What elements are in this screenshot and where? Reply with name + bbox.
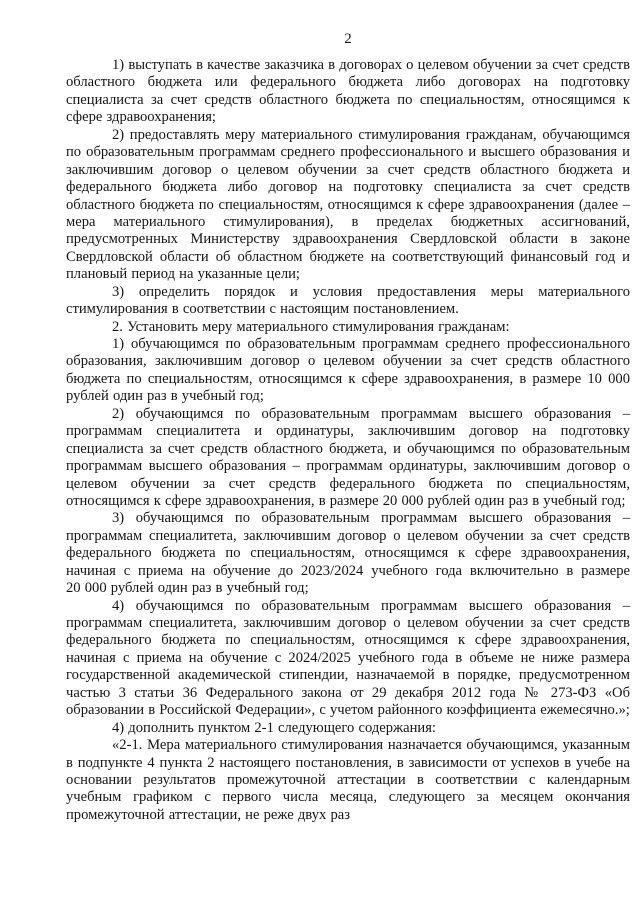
paragraph-point-2-1: «2-1. Мера материального стимулирования назначается обучающимся, указанным в подпункте 4 пункта 2 настоящего постановления, в зависимости от успехов в учебе на основании результатов промежуточной аттестации в соответствии с календарным учебным графиком с первого числа месяца, следующего за месяцем окончания промежуточной аттестации, не реже двух раз [66,737,630,823]
paragraph-item-1: 1) выступать в качестве заказчика в договорах о целевом обучении за счет средств областного бюджета или федерального бюджета либо договорах на подготовку специалиста за счет средств областного бюджета по специальностям, относящимся к сфере здравоохранения; [66,57,630,126]
paragraph-subitem-2: 2) обучающимся по образовательным программам высшего образования – программам специалитета и ординатуры, заключившим договор на подготовку специалиста за счет средств областного бюджета, и обучающимся по образовательным программам высшего образования – программам ординатуры, заключившим договор о целевом обучении за счет средств федерального бюджета по специальностям, относящимся к сфере здравоохранения, в размере 20 000 рублей один раз в учебный год; [66,405,630,509]
paragraph-point-2: 2. Установить меру материального стимулирования гражданам: [112,318,510,335]
paragraph-amendment: 4) дополнить пунктом 2-1 следующего содержания: [112,719,436,736]
paragraph-subitem-3: 3) обучающимся по образовательным программам высшего образования – программам специалитета, заключившим договор о целевом обучении за счет средств федерального бюджета по специальностям, относящимся к сфере здравоохранения, начиная с приема на обучение до 2023/2024 учебного года включительно в размере 20 000 рублей один раз в учебный год; [66,510,630,597]
page-number: 2 [344,31,352,47]
document-body [66,57,630,824]
paragraph-subitem-1: 1) обучающимся по образовательным программам среднего профессионального образования, заключившим договор о целевом обучении за счет средств областного бюджета по специальностям, относящимся к сфере здравоохранения, в размере 10 000 рублей один раз в учебный год; [66,336,630,405]
paragraph-item-2: 2) предоставлять меру материального стимулирования гражданам, обучающимся по образовательным программам среднего профессионального и высшего образования и заключившим договор о целевом обучении за счет средств областного бюджета и федерального бюджета либо договор на подготовку специалиста за счет средств областного бюджета по специальностям, относящимся к сфере здравоохранения (далее – мера материального стимулирования), в пределах бюджетных ассигнований, предусмотренных Министерству здравоохранения Свердловской области в законе Свердловской области об областном бюджете на соответствующий финансовый год и плановый период на указанные цели; [66,126,630,283]
paragraph-item-3: 3) определить порядок и условия предоставления меры материального стимулирования в соответствии с настоящим постановлением. [66,283,630,318]
paragraph-subitem-4: 4) обучающимся по образовательным программам высшего образования – программам специалитета, заключившим договор о целевом обучении за счет средств федерального бюджета по специальностям, относящимся к сфере здравоохранения, начиная с приема на обучение с 2024/2025 учебного года в объеме не ниже размера государственной академической стипендии, назначаемой в порядке, предусмотренном частью 3 статьи 36 Федерального закона от 29 декабря 2012 года № 273-ФЗ «Об образовании в Российской Федерации», с учетом районного коэффициента ежемесячно.»; [66,597,630,719]
